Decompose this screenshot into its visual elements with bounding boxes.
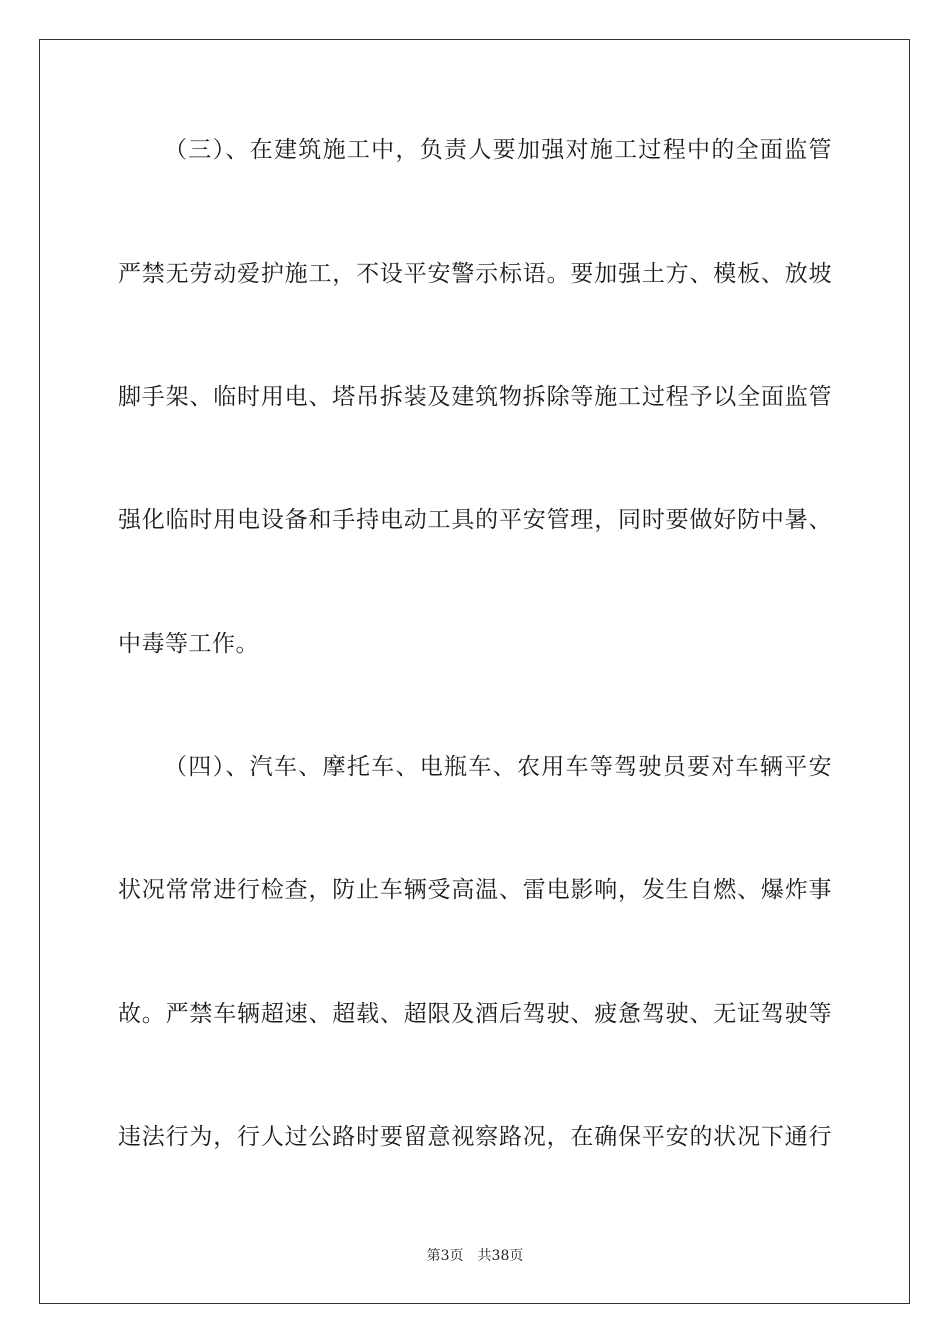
page-border	[39, 39, 910, 1304]
paragraph-4-line-3: 故。严禁车辆超速、超载、超限及酒后驾驶、疲惫驾驶、无证驾驶等	[118, 1001, 832, 1027]
paragraph-4-line-1: （四）、汽车、摩托车、电瓶车、农用车等驾驶员要对车辆平安	[164, 754, 832, 780]
paragraph-4-line-4: 违法行为，行人过公路时要留意视察路况，在确保平安的状况下通行	[118, 1124, 832, 1150]
paragraph-3-line-4: 强化临时用电设备和手持电动工具的平安管理，同时要做好防中暑、	[118, 507, 832, 533]
page-total: 共38页	[477, 1248, 524, 1264]
paragraph-3-line-5: 中毒等工作。	[118, 631, 259, 657]
paragraph-3-line-3: 脚手架、临时用电、塔吊拆装及建筑物拆除等施工过程予以全面监管	[118, 384, 832, 410]
paragraph-3-line-1: （三）、在建筑施工中，负责人要加强对施工过程中的全面监管	[164, 137, 832, 163]
paragraph-4-line-2: 状况常常进行检查，防止车辆受高温、雷电影响，发生自燃、爆炸事	[118, 877, 832, 903]
page-footer	[0, 1246, 950, 1266]
paragraph-3-line-2: 严禁无劳动爱护施工，不设平安警示标语。要加强土方、模板、放坡	[118, 261, 832, 287]
page-number: 第3页	[426, 1248, 464, 1264]
